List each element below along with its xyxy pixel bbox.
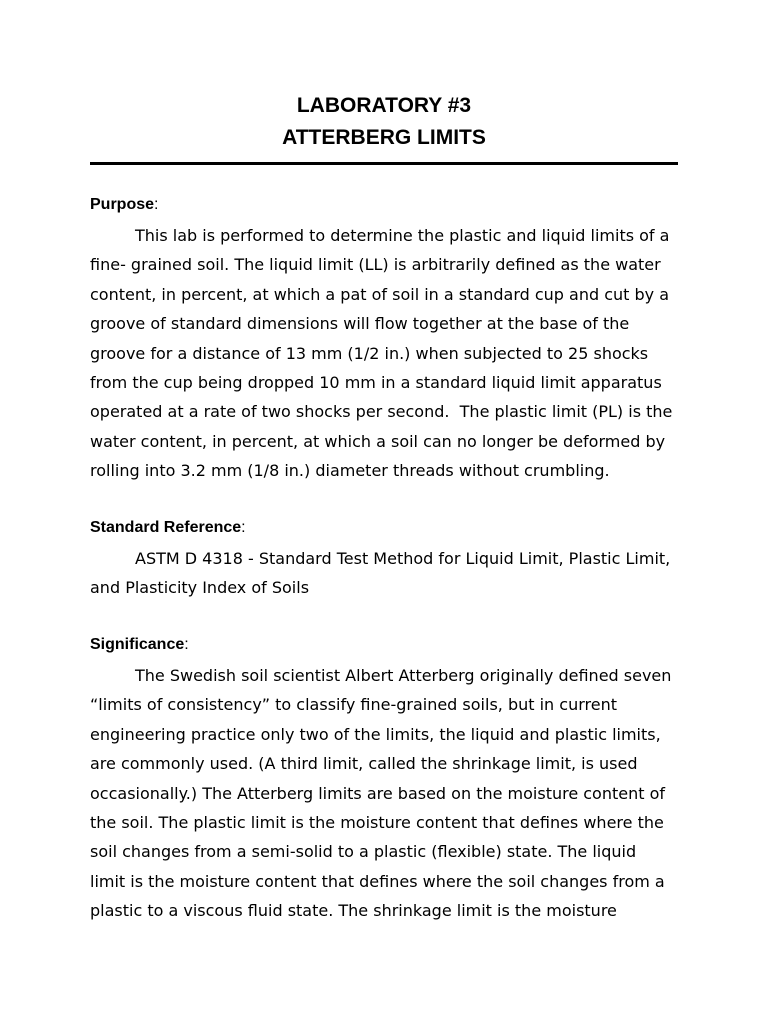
reference-paragraph xyxy=(90,544,685,603)
reference-heading xyxy=(90,518,685,538)
purpose-line: rolling into 3.2 mm (1/8 in.) diameter threads without crumbling. xyxy=(90,461,610,481)
significance-section xyxy=(90,635,685,926)
purpose-line: content, in percent, at which a pat of soil in a standard cup and cut by a xyxy=(90,284,670,304)
significance-heading xyxy=(90,635,685,655)
purpose-line: from the cup being dropped 10 mm in a standard liquid limit apparatus xyxy=(90,373,662,393)
significance-line: “limits of consistency” to classify fine-grained soils, but in current xyxy=(90,695,617,715)
document-title-line1: LABORATORY #3 xyxy=(296,94,472,117)
reference-section xyxy=(90,518,685,603)
title-rule xyxy=(90,162,678,165)
purpose-line: groove for a distance of 13 mm (1/2 in.) when subjected to 25 shocks xyxy=(90,343,649,363)
significance-line: are commonly used. (A third limit, called the shrinkage limit, is used xyxy=(90,754,638,774)
purpose-line: groove of standard dimensions will flow together at the base of the xyxy=(90,314,630,334)
purpose-line: water content, in percent, at which a soil can no longer be deformed by xyxy=(90,431,666,451)
purpose-line: This lab is performed to determine the plastic and liquid limits of a xyxy=(135,226,670,245)
significance-heading-colon: : xyxy=(184,636,189,653)
significance-line: occasionally.) The Atterberg limits are based on the moisture content of xyxy=(90,783,666,803)
reference-line: ASTM D 4318 - Standard Test Method for Liquid Limit, Plastic Limit, xyxy=(135,549,671,568)
purpose-line: operated at a rate of two shocks per second. The plastic limit (PL) is the xyxy=(90,402,673,422)
significance-line: The Swedish soil scientist Albert Atterberg originally defined seven xyxy=(135,666,672,685)
reference-heading-colon: : xyxy=(241,519,246,536)
significance-paragraph xyxy=(90,661,685,926)
purpose-heading-colon: : xyxy=(154,196,159,213)
significance-line: engineering practice only two of the limits, the liquid and plastic limits, xyxy=(90,724,661,744)
document-title-line2: ATTERBERG LIMITS xyxy=(282,126,486,149)
purpose-line: fine- grained soil. The liquid limit (LL) is arbitrarily defined as the water xyxy=(90,255,661,275)
reference-line: and Plasticity Index of Soils xyxy=(90,578,310,598)
significance-line: plastic to a viscous fluid state. The shrinkage limit is the moisture xyxy=(90,901,617,921)
significance-line: soil changes from a semi-solid to a plastic (flexible) state. The liquid xyxy=(90,842,637,862)
significance-line: limit is the moisture content that defines where the soil changes from a xyxy=(90,871,665,891)
purpose-section xyxy=(90,195,685,486)
significance-heading-text: Significance xyxy=(90,636,185,653)
purpose-heading-text: Purpose xyxy=(90,196,155,213)
purpose-heading xyxy=(90,195,685,215)
reference-heading-text: Standard Reference xyxy=(90,519,242,536)
purpose-paragraph xyxy=(90,221,685,486)
significance-line: the soil. The plastic limit is the moisture content that defines where the xyxy=(90,813,664,833)
